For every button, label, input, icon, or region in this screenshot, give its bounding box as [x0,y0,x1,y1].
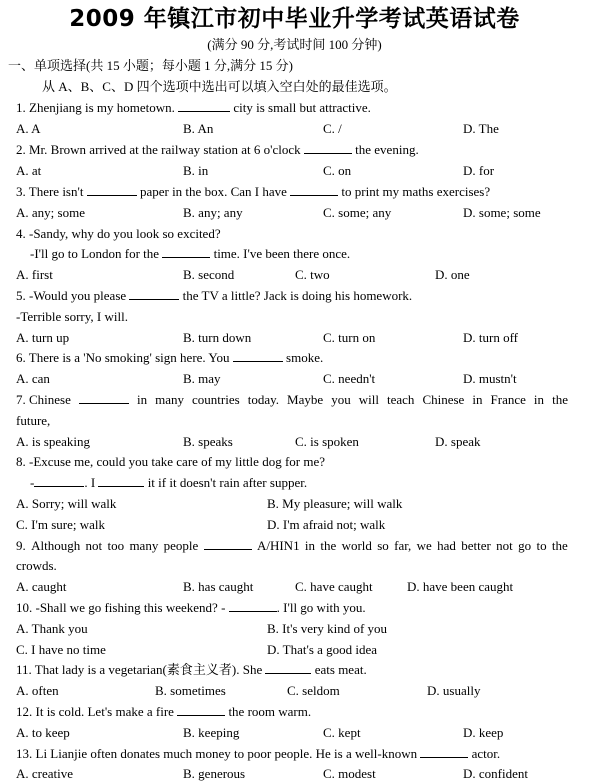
option-c: C. seldom [287,683,340,698]
question-2: 2. Mr. Brown arrived at the railway station at 6 o'clock the evening. [16,142,419,157]
option-b: B. speaks [183,434,233,449]
option-d: D. keep [463,725,504,740]
answer-blank [162,245,210,258]
option-b: B. generous [183,766,246,781]
question-5: 5. -Would you please the TV a little? Jack is doing his homework. [16,288,413,303]
option-d: D. speak [435,434,481,449]
answer-blank [98,474,144,487]
answer-blank [265,661,311,674]
option-c: C. turn on [323,330,376,345]
option-a: A. A [16,121,41,136]
option-a: A. any; some [16,205,85,220]
option-a: A. Sorry; will walk [16,496,117,511]
option-c: C. I have no time [16,642,106,657]
question-11: 11. That lady is a vegetarian(素食主义者). She eats meat. [16,662,367,677]
option-b: B. has caught [183,579,254,594]
option-b: B. may [183,371,221,386]
page-subtitle: (满分 90 分,考试时间 100 分钟) [207,37,382,52]
question-7: 7. Chinese in many countries today. Maybe you will teach Chinese in France in the [16,392,568,407]
option-c: C. / [323,121,342,136]
option-d: D. confident [463,766,528,781]
option-b: B. any; any [183,205,243,220]
option-a: A. at [16,163,42,178]
answer-blank [87,183,137,196]
option-a: A. creative [16,766,74,781]
question-8-reply: - . I it if it doesn't rain after supper. [30,475,308,490]
question-10: 10. -Shall we go fishing this weekend? - . I'll go with you. [16,600,366,615]
option-b: B. second [183,267,235,282]
option-d: D. The [463,121,499,136]
page-title: 2009 年镇江市初中毕业升学考试英语试卷 [69,6,520,32]
option-c: C. two [295,267,330,282]
question-7-cont: future, [16,413,51,428]
option-c: C. kept [323,725,361,740]
option-b: B. keeping [183,725,240,740]
option-c: C. modest [323,766,376,781]
option-c: C. I'm sure; walk [16,517,105,532]
answer-blank [129,287,179,300]
question-9: 9. Although not too many people A/HIN1 in the world so far, we had better not go to the [16,538,568,553]
option-c: C. needn't [323,371,376,386]
question-9-cont: crowds. [16,558,57,573]
option-d: D. one [435,267,470,282]
option-d: D. mustn't [463,371,517,386]
section-heading: 一、单项选择(共 15 小题；每小题 1 分,满分 15 分) [8,58,293,73]
option-a: A. to keep [16,725,70,740]
answer-blank [79,391,129,404]
question-3: 3. There isn't paper in the box. Can I have to print my maths exercises? [16,184,491,199]
option-b: B. An [183,121,214,136]
option-b: B. My pleasure; will walk [267,496,403,511]
question-4: 4. -Sandy, why do you look so excited? [16,226,221,241]
answer-blank [290,183,338,196]
option-d: D. That's a good idea [267,642,378,657]
option-d: D. turn off [463,330,519,345]
option-a: A. Thank you [16,621,88,636]
option-a: A. often [16,683,59,698]
answer-blank [204,537,252,550]
option-d: D. I'm afraid not; walk [267,517,386,532]
question-12: 12. It is cold. Let's make a fire the room warm. [16,704,312,719]
question-6: 6. There is a 'No smoking' sign here. You smoke. [16,350,324,365]
option-a: A. caught [16,579,67,594]
option-c: C. have caught [295,579,373,594]
option-a: A. can [16,371,50,386]
option-d: D. for [463,163,495,178]
answer-blank [177,703,225,716]
option-b: B. sometimes [155,683,226,698]
option-d: D. some; some [463,205,541,220]
option-c: C. on [323,163,352,178]
question-4-reply: -I'll go to London for the time. I've been there once. [30,246,351,261]
answer-blank [178,99,230,112]
question-8: 8. -Excuse me, could you take care of my little dog for me? [16,454,326,469]
option-d: D. have been caught [407,579,514,594]
question-13: 13. Li Lianjie often donates much money to poor people. He is a well-known actor. [16,746,501,761]
option-c: C. some; any [323,205,392,220]
answer-blank [233,349,283,362]
option-c: C. is spoken [295,434,359,449]
answer-blank [34,474,84,487]
option-b: B. It's very kind of you [267,621,388,636]
answer-blank [229,599,277,612]
option-a: A. turn up [16,330,70,345]
option-a: A. is speaking [16,434,91,449]
option-b: B. turn down [183,330,252,345]
answer-blank [304,141,352,154]
question-5-reply: -Terrible sorry, I will. [16,309,128,324]
option-a: A. first [16,267,53,282]
option-d: D. usually [427,683,481,698]
question-1: 1. Zhenjiang is my hometown. city is small but attractive. [16,100,371,115]
option-b: B. in [183,163,209,178]
answer-blank [420,745,468,758]
instruction: 从 A、B、C、D 四个选项中选出可以填入空白处的最佳选项。 [42,79,397,94]
